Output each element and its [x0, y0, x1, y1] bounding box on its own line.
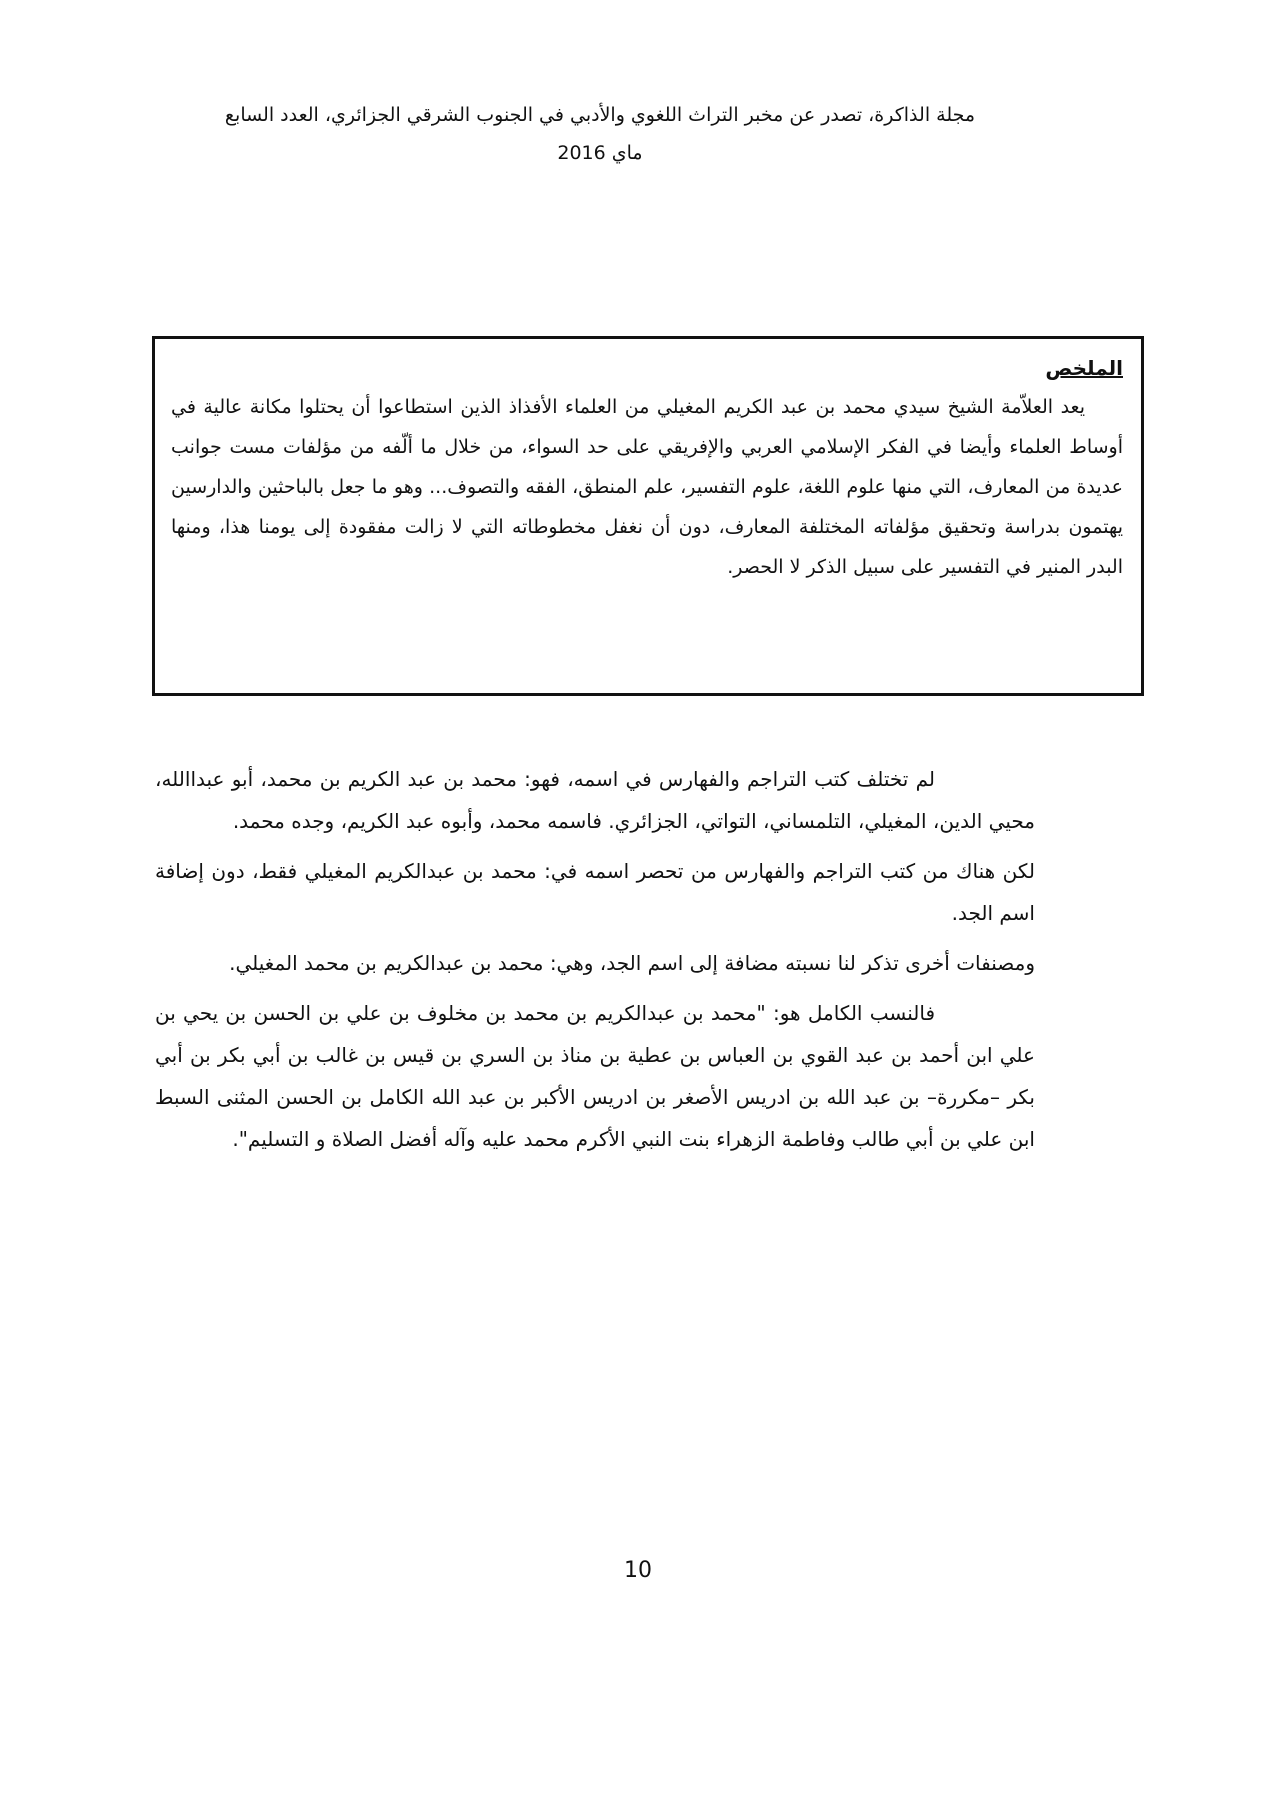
body-paragraph: فالنسب الكامل هو: "محمد بن عبدالكريم بن محمد بن مخلوف بن علي بن الحسن بن يحي بن علي ابن أحمد بن عبد القوي بن العباس بن عطية بن مناذ بن السري بن قيس بن غالب بن أبي بكر بن أبي بكر –مكررة– بن عبد الله بن ادريس الأصغر بن ادريس الأكبر بن عبد الله الكامل بن الحسن المثنى السبط ابن علي بن أبي طالب وفاطمة الزهراء بنت النبي الأكرم محمد عليه وآله أفضل الصلاة و التسليم".: [155, 1001, 1035, 1151]
abstract-text: يعد العلاّمة الشيخ سيدي محمد بن عبد الكريم المغيلي من العلماء الأفذاذ الذين استطاعوا أن يحتلوا مكانة عالية في أوساط العلماء وأيضا في الفكر الإسلامي العربي والإفريقي على حد السواء، من خلال ما ألّفه من مؤلفات مست جوانب عديدة من المعارف، التي منها علوم اللغة، علوم التفسير، علم المنطق، الفقه والتصوف... وهو ما جعل بالباحثين والدارسين يهتمون بدراسة وتحقيق مؤلفاته المختلفة المعارف، دون أن نغفل مخطوطاته التي لا زالت مفقودة إلى يومنا هذا، ومنها البدر المنير في التفسير على سبيل الذكر لا الحصر.: [171, 396, 1123, 578]
abstract-title: الملخص: [1045, 356, 1123, 380]
article-body: [155, 758, 1035, 1168]
journal-header-date: ماي 2016: [557, 142, 643, 164]
journal-header: [150, 96, 1050, 172]
abstract-box: [152, 336, 1144, 696]
page-number: 10: [624, 1558, 652, 1583]
body-paragraph: لكن هناك من كتب التراجم والفهارس من تحصر اسمه في: محمد بن عبدالكريم المغيلي فقط، دون إضافة اسم الجد.: [155, 859, 1035, 925]
body-paragraph: ومصنفات أخرى تذكر لنا نسبته مضافة إلى اسم الجد، وهي: محمد بن عبدالكريم بن محمد المغيلي.: [229, 951, 1035, 975]
journal-header-title: مجلة الذاكرة، تصدر عن مخبر التراث اللغوي والأدبي في الجنوب الشرقي الجزائري، العدد السابع: [224, 104, 976, 126]
body-paragraph: لم تختلف كتب التراجم والفهارس في اسمه، فهو: محمد بن عبد الكريم بن محمد، أبو عبداالله، محيي الدين، المغيلي، التلمساني، التواتي، الجزائري. فاسمه محمد، وأبوه عبد الكريم، وجده محمد.: [155, 767, 1035, 833]
